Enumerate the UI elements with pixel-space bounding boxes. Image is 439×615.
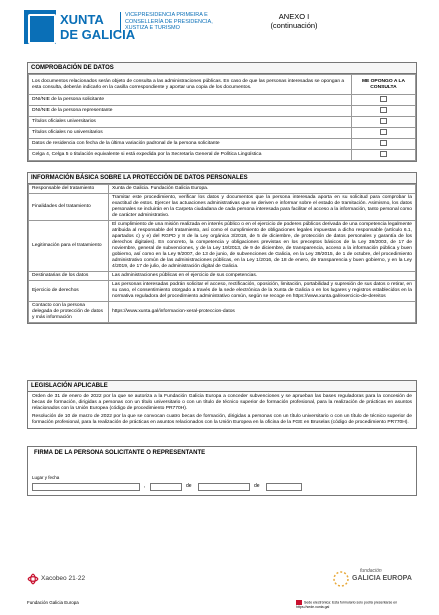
section-title: LEGISLACIÓN APLICABLE xyxy=(28,381,416,392)
proteccion-table xyxy=(28,184,416,323)
legislacion-paragraph: Orden de 31 de enero de 2022 por la que se autoriza a la Fundación Galicia Europa a conceder subvenciones y se aprueban las bases reguladoras para la concesión de becas de formación, dirigidas a personas con un título universitario o con un título de técnico superior de formación profesional, para la realización de prácticas en asuntos relacionados con la Unión Europea (código de procedimiento PR770H). xyxy=(32,394,412,411)
row-label: Destinatarias de los datos xyxy=(29,272,109,281)
de-sep: de xyxy=(186,483,192,489)
oppose-checkbox[interactable] xyxy=(380,151,387,157)
firma-section xyxy=(27,446,417,496)
row-text xyxy=(109,302,416,323)
sede-text: Sede electrónica: Esta formulario solo podrá presentarse en https://sede.xunta.gal xyxy=(296,600,398,609)
row-label: Responsable del tratamiento xyxy=(29,185,109,194)
page-header xyxy=(24,8,416,48)
contact-link[interactable]: https://www.xunta.gal/informacion-xeral-proteccion-datos xyxy=(112,309,235,314)
vice-line: CONSELLERÍA DE PRESIDENCIA, xyxy=(125,18,213,25)
fge-small: fundación xyxy=(360,568,382,574)
oppose-header: ME OPONGO A LA CONSULTA xyxy=(352,75,416,95)
anexo-title xyxy=(264,12,324,30)
day-input[interactable] xyxy=(150,483,182,491)
legislacion-paragraph: Resolución de 10 de marzo de 2022 por la que se convocan cuatro becas de formación, dirigidas a personas con un título universitario o con un título de técnico superior de formación profesional, para la realización de prácticas en asuntos relacionados con la Unión Europea en la oficina de la FGE en Bruselas (código de procedimiento PR770H). xyxy=(32,414,412,425)
doc-row-label: Datos de residencia con fecha de la última variación padronal de la persona solicitante xyxy=(29,139,352,150)
doc-row-label: Títulos oficiales universitarios xyxy=(29,117,352,128)
section-title: COMPROBACIÓN DE DATOS xyxy=(28,63,416,74)
comma-sep: , xyxy=(144,483,146,489)
doc-row-label: DNI/NIE de la persona representante xyxy=(29,106,352,117)
xacobeo-logo xyxy=(27,573,107,585)
anexo-sub: (continuación) xyxy=(270,21,318,30)
footer-org: Fundación Galicia Europa xyxy=(27,600,79,605)
row-label: Ejercicio de derechos xyxy=(29,281,109,302)
fge-logo xyxy=(332,566,416,590)
xacobeo-swirl-icon xyxy=(27,573,39,585)
year-input[interactable] xyxy=(266,483,302,491)
proteccion-section xyxy=(27,172,417,324)
place-date-label: Lugar y fecha xyxy=(32,475,60,480)
row-label: Contacto con la persona delegada de protección de datos y más información xyxy=(29,302,109,323)
legislacion-section xyxy=(27,380,417,429)
row-text: El cumplimiento de una misión realizada en interés público o en el ejercicio de poderes públicos derivada de una competencia legalmente atribuida al responsable del tratamiento, así como el cumplimiento de obligaciones legales impuestas a dicho responsable (artículo 6.1, apartados c) y e) del RGPD y 8 de la Ley orgánica 3/2018, de 5 de diciembre, de protección de datos personales y garantía de los derechos digitales). En concreto, la competencia y obligaciones previstas en los preceptos básicos de la Ley 38/2003, de 17 de noviembre, general de subvenciones, y de la Ley 19/2013, de 9 de diciembre, de transparencia, acceso a la información pública y buen gobierno, así como en la Ley 9/2007, de 13 de junio, de subvenciones de Galicia, en la Ley 39/2015, de 1 de octubre, del procedimiento administrativo común de las administraciones públicas, en la Ley 1/2016, de 18 de enero, de transparencia y buen gobierno, y en la Ley 4/2019, de 17 de julio, de administración digital de Galicia. xyxy=(109,221,416,272)
row-text: Xunta de Galicia. Fundación Galicia Europa. xyxy=(109,185,416,194)
doc-row-label: Celga 4, Celga 5 o titulación equivalente si está expedida por la Secretaría General de Política Lingüística xyxy=(29,150,352,161)
section-title: INFORMACIÓN BÁSICA SOBRE LA PROTECCIÓN DE DATOS PERSONALES xyxy=(28,173,416,184)
place-input[interactable] xyxy=(32,483,140,491)
comprobacion-section xyxy=(27,62,417,162)
row-text: Las personas interesadas podrán solicitar el acceso, rectificación, oposición, limitación, portabilidad y supresión de sus datos o retirar, en su caso, el consentimiento otorgado a través de la sede electrónica de la Xunta de Galicia o en los lugares y registros establecidos en la normativa reguladora del procedimiento administrativo común, según se recoge en https://www.xunta.gal/exercicio-de-dereitos xyxy=(109,281,416,302)
oppose-checkbox[interactable] xyxy=(380,107,387,113)
oppose-checkbox[interactable] xyxy=(380,96,387,102)
doc-row-label: Títulos oficiales no universitarios xyxy=(29,128,352,139)
xunta-emblem-icon xyxy=(24,10,56,44)
doc-row-label: DNI/NIE de la persona solicitante xyxy=(29,95,352,106)
vice-line: XUSTIZA E TURISMO xyxy=(125,25,180,31)
row-label: Finalidades del tratamiento xyxy=(29,194,109,221)
fge-stars-icon xyxy=(332,570,350,588)
logo-line-1: XUNTA xyxy=(60,12,104,27)
place-date-fields xyxy=(32,483,412,491)
anexo-label: ANEXO I xyxy=(278,12,310,21)
logo-line-2: DE GALICIA xyxy=(60,27,136,42)
row-text: Las administraciones públicas en el ejercicio de sus competencias. xyxy=(109,272,416,281)
xacobeo-text: Xacobeo 21·22 xyxy=(41,575,86,582)
row-label: Legitimación para el tratamiento xyxy=(29,221,109,272)
month-input[interactable] xyxy=(198,483,250,491)
comprobacion-table xyxy=(28,74,416,161)
sede-seal xyxy=(296,600,416,609)
fge-big: GALICIA EUROPA xyxy=(352,575,412,582)
oppose-checkbox[interactable] xyxy=(380,118,387,124)
vicepresidencia xyxy=(120,12,230,32)
section-title: FIRMA DE LA PERSONA SOLICITANTE O REPRESENTANTE xyxy=(34,450,206,456)
vice-line: VICEPRESIDENCIA PRIMEIRA E xyxy=(125,12,208,18)
de-sep: de xyxy=(254,483,260,489)
row-text: Tramitar este procedimiento, verificar los datos y documentos que la persona interesada aporta en su solicitud para comprobar la exactitud de estos. Ejercer las actuaciones administrativas que se deriven e informar sobre el estado de tramitación. Asimismo, los datos personales se incluirán en la Carpeta ciudadana de cada persona interesada para facilitar el acceso a la información, tanto personal como de carácter administrativo. xyxy=(109,194,416,221)
oppose-checkbox[interactable] xyxy=(380,129,387,135)
oppose-checkbox[interactable] xyxy=(380,140,387,146)
intro-text: Los documentos relacionados serán objeto de consulta a las administraciones públicas. En caso de que las personas interesadas se opongan a esta consulta, deberán indicarlo en la casilla correspondiente y aportar una copia de los documentos. xyxy=(29,75,352,95)
